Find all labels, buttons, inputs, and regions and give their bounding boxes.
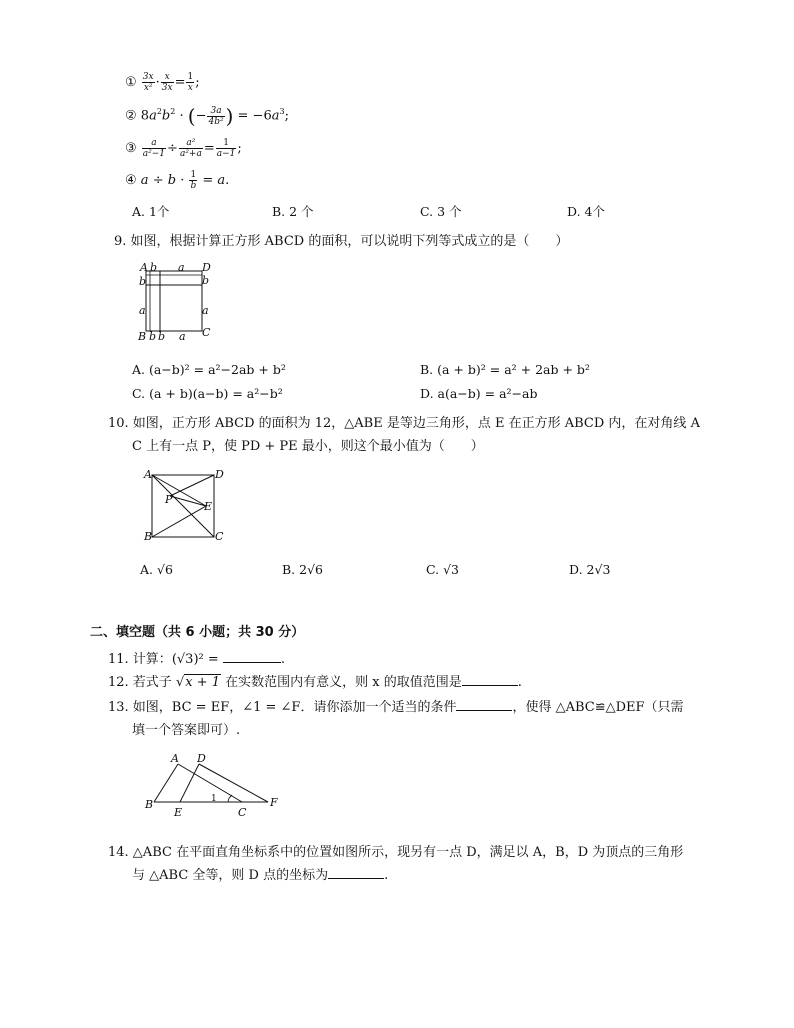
q8-item-3: ③ $\frac{a}{\text{a²−1}}$ ÷ $\frac{\text{a²}}{\text{a²+a}}$ = $\frac{1}{a-1}$ ;: [125, 138, 242, 159]
q9-label-A: A: [140, 261, 148, 274]
q14-answer-blank[interactable]: [328, 865, 384, 879]
svg-text:B: B: [144, 530, 153, 543]
q8-item-4: ④ a ÷ b · $\frac{1}{b}$ = a.: [125, 170, 230, 191]
svg-text:b: b: [149, 330, 157, 343]
svg-text:b: b: [202, 274, 210, 287]
q13-line2: 填一个答案即可）.: [132, 723, 241, 738]
q9-stem: 9. 如图，根据计算正方形 ABCD 的面积，可以说明下列等式成立的是（ ）: [114, 234, 569, 249]
q10-stem-line1: 10. 如图，正方形 ABCD 的面积为 12，△ABE 是等边三角形，点 E 在正方形 ABCD 内，在对角线 A: [108, 416, 700, 431]
q12-answer-blank[interactable]: [462, 672, 518, 686]
svg-text:b: b: [150, 261, 158, 274]
q10-option-c[interactable]: C. √3: [426, 562, 459, 577]
q9-label-B: B: [138, 330, 147, 343]
svg-text:a: a: [139, 304, 146, 317]
q8-option-c[interactable]: C. 3 个: [420, 204, 462, 219]
q8-option-b[interactable]: B. 2 个: [272, 204, 314, 219]
q9-label-C: C: [202, 326, 211, 339]
q8-item-1: ① $\frac{3x}{\text{x²}}$ · $\frac{x}{3x}$ = $\frac{1}{x}$ ;: [125, 72, 200, 93]
svg-text:F: F: [270, 796, 278, 809]
q9-option-c[interactable]: C. (a + b)(a−b) = a²−b²: [132, 386, 283, 401]
q11-answer-blank[interactable]: [223, 649, 281, 663]
svg-text:C: C: [215, 530, 224, 543]
q14-line1: 14. △ABC 在平面直角坐标系中的位置如图所示，现另有一点 D，满足以 A，B，D 为顶点的三角形: [108, 845, 684, 860]
q8-option-d[interactable]: D. 4个: [567, 204, 605, 219]
svg-text:a: a: [202, 304, 209, 317]
q10-option-d[interactable]: D. 2√3: [569, 562, 611, 577]
q10-figure: [140, 466, 230, 546]
q8-item-2: ② $8a^2b^2$ · (− $\frac{3a}{\text{4b²}}$ ) = $-6a^3$;: [125, 104, 289, 128]
q9-figure: [136, 260, 216, 344]
q13-figure: [140, 750, 290, 824]
q8-option-a[interactable]: A. 1个: [132, 204, 170, 219]
svg-text:1: 1: [211, 794, 217, 804]
q10-stem-line2: C 上有一点 P，使 PD + PE 最小，则这个最小值为（ ）: [132, 439, 484, 454]
svg-text:C: C: [238, 806, 247, 819]
q10-option-a[interactable]: A. √6: [140, 562, 173, 577]
q14-line2: 与 △ABC 全等，则 D 点的坐标为 .: [132, 864, 388, 883]
svg-text:E: E: [174, 806, 183, 819]
q9-option-b[interactable]: B. (a + b)² = a² + 2ab + b²: [420, 362, 590, 377]
svg-text:a: a: [178, 261, 185, 274]
svg-text:B: B: [145, 798, 154, 811]
q13-line1: 13. 如图，BC = EF，∠1 = ∠F．请你添加一个适当的条件 ，使得 △ABC≌△DEF（只需: [108, 696, 684, 715]
svg-text:P: P: [165, 493, 173, 506]
svg-text:b: b: [139, 275, 147, 288]
section-fill-in-title: 二、填空题（共 6 小题；共 30 分）: [90, 625, 305, 640]
q11: 11. 计算：(√3)² = .: [108, 648, 285, 667]
svg-text:E: E: [204, 500, 213, 513]
q9-option-d[interactable]: D. a(a−b) = a²−ab: [420, 386, 538, 401]
svg-text:D: D: [215, 468, 224, 481]
svg-text:a: a: [179, 330, 186, 343]
q9-option-a[interactable]: A. (a−b)² = a²−2ab + b²: [132, 362, 286, 377]
q12: 12. 若式子 √x + 1 在实数范围内有意义，则 x 的取值范围是 .: [108, 671, 522, 690]
svg-text:b: b: [158, 330, 166, 343]
q10-option-b[interactable]: B. 2√6: [282, 562, 324, 577]
svg-text:D: D: [197, 752, 206, 765]
svg-text:A: A: [144, 468, 152, 481]
q13-answer-blank[interactable]: [456, 697, 512, 711]
svg-text:A: A: [171, 752, 179, 765]
q9-label-D: D: [202, 261, 211, 274]
